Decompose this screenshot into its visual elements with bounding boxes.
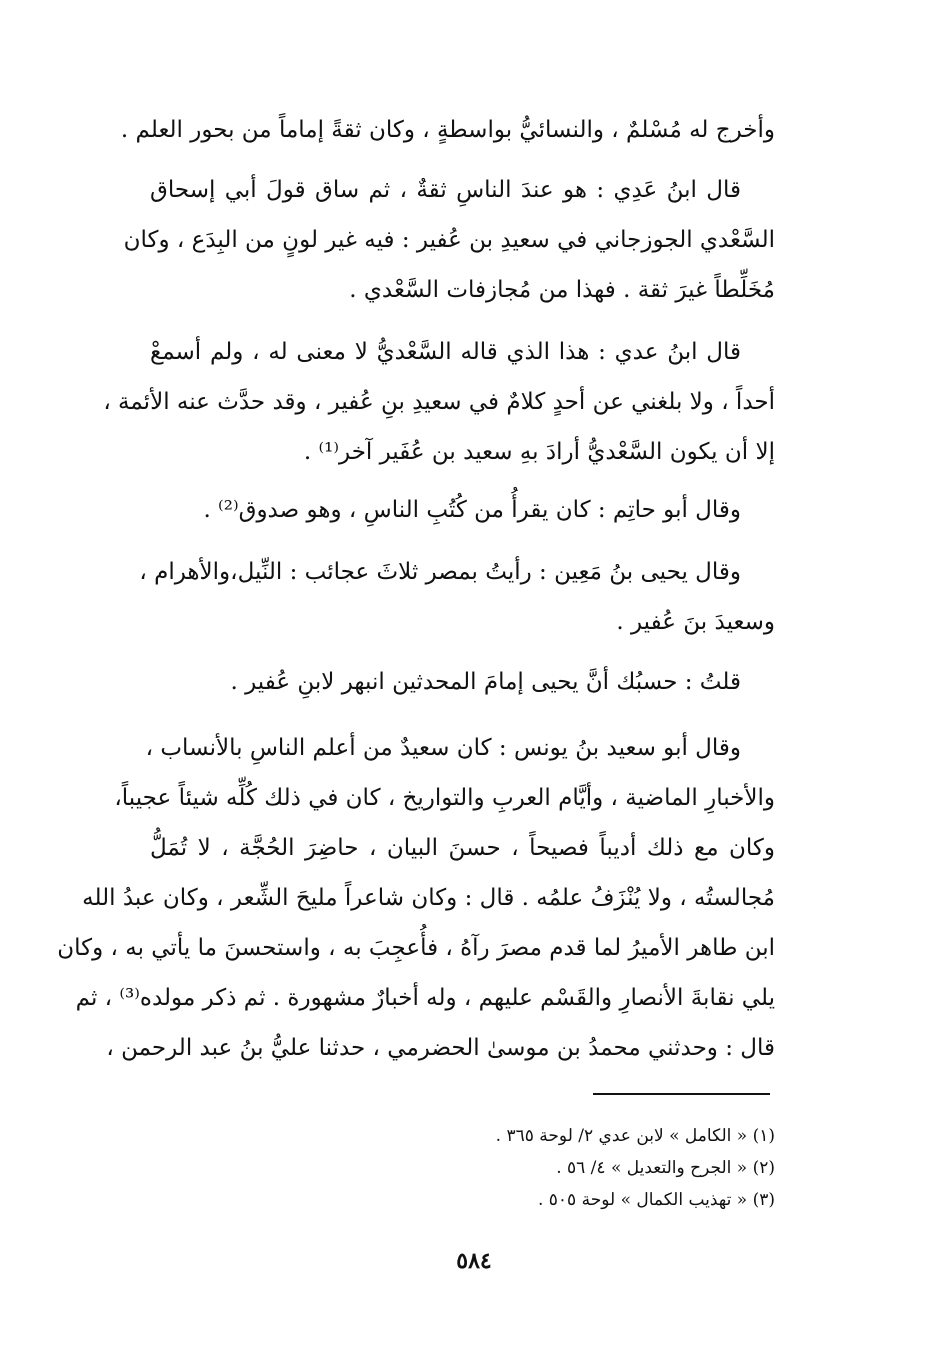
text-line: أحداً ، ولا بلغني عن أحدٍ كلامٌ في سعيدِ بنِ عُفير ، وقد حدَّث عنه الأئمة ، [103, 389, 775, 415]
footnote: (٣) « تهذيب الكمال » لوحة ٥٠٥ . [537, 1190, 775, 1210]
text-line: وقال أبو حاتِم : كان يقرأُ من كُتُبِ الناسِ ، وهو صدوق⁽²⁾ . [203, 497, 741, 523]
footnote: (٢) « الجرح والتعديل » ٤/ ٥٦ . [556, 1158, 775, 1178]
text-line: وسعيدَ بنَ عُفير . [616, 609, 775, 635]
text-line: وكان مع ذلك أديباً فصيحاً ، حسنَ البيان ، حاضِرَ الحُجَّة ، لا تُمَلُّ [150, 835, 775, 861]
footnote: (١) « الكامل » لابن عدي ٢/ لوحة ٣٦٥ . [495, 1126, 775, 1146]
text-line: ابن طاهر الأميرُ لما قدم مصرَ رآهُ ، فأُعجِبَ به ، واستحسنَ ما يأتي به ، وكان [57, 935, 775, 961]
text-line: قال : وحدثني محمدُ بن موسىٰ الحضرمي ، حدثنا عليُّ بنُ عبد الرحمن ، [106, 1035, 775, 1061]
text-line: قلتُ : حسبُك أنَّ يحيى إمامَ المحدثين انبهر لابنِ عُفير . [230, 669, 741, 695]
text-line: والأخبارِ الماضية ، وأيَّام العربِ والتواريخ ، كان في ذلك كُلِّه شيئاً عجيباً، [114, 785, 775, 811]
page-number: ٥٨٤ [456, 1248, 492, 1274]
text-line: مُجالستُه ، ولا يُنْزَفُ علمُه . قال : وكان شاعراً مليحَ الشِّعر ، وكان عبدُ الله [82, 885, 775, 911]
text-line: مُخَلِّطاً غيرَ ثقة . فهذا من مُجازفات السَّعْدي . [349, 277, 775, 303]
text-line: وقال يحيى بنُ مَعِين : رأيتُ بمصر ثلاثَ عجائب : النِّيل،والأهرام ، [139, 559, 741, 585]
text-line: يلي نقابةَ الأنصارِ والقَسْم عليهم ، وله أخبارٌ مشهورة . ثم ذكر مولده⁽³⁾ ، ثم [75, 985, 775, 1011]
footnote-separator [593, 1093, 770, 1095]
text-line: السَّعْدي الجوزجاني في سعيدِ بن عُفير : فيه غير لونٍ من البِدَع ، وكان [123, 227, 775, 253]
text-line: إلا أن يكون السَّعْديُّ أرادَ بهِ سعيد بن عُفَير آخر⁽¹⁾ . [303, 439, 775, 465]
text-line: قال ابنُ عَدِي : هو عندَ الناسِ ثقةٌ ، ثم ساق قولَ أبي إسحاق [150, 177, 741, 203]
text-line: وقال أبو سعيد بنُ يونس : كان سعيدٌ من أعلم الناسِ بالأنساب ، [145, 735, 741, 761]
text-line: وأخرج له مُسْلمٌ ، والنسائيُّ بواسطةٍ ، وكان ثقةً إماماً من بحور العلم . [120, 117, 775, 143]
text-line: قال ابنُ عدي : هذا الذي قاله السَّعْديُّ لا معنى له ، ولم أسمعْ [150, 339, 741, 365]
